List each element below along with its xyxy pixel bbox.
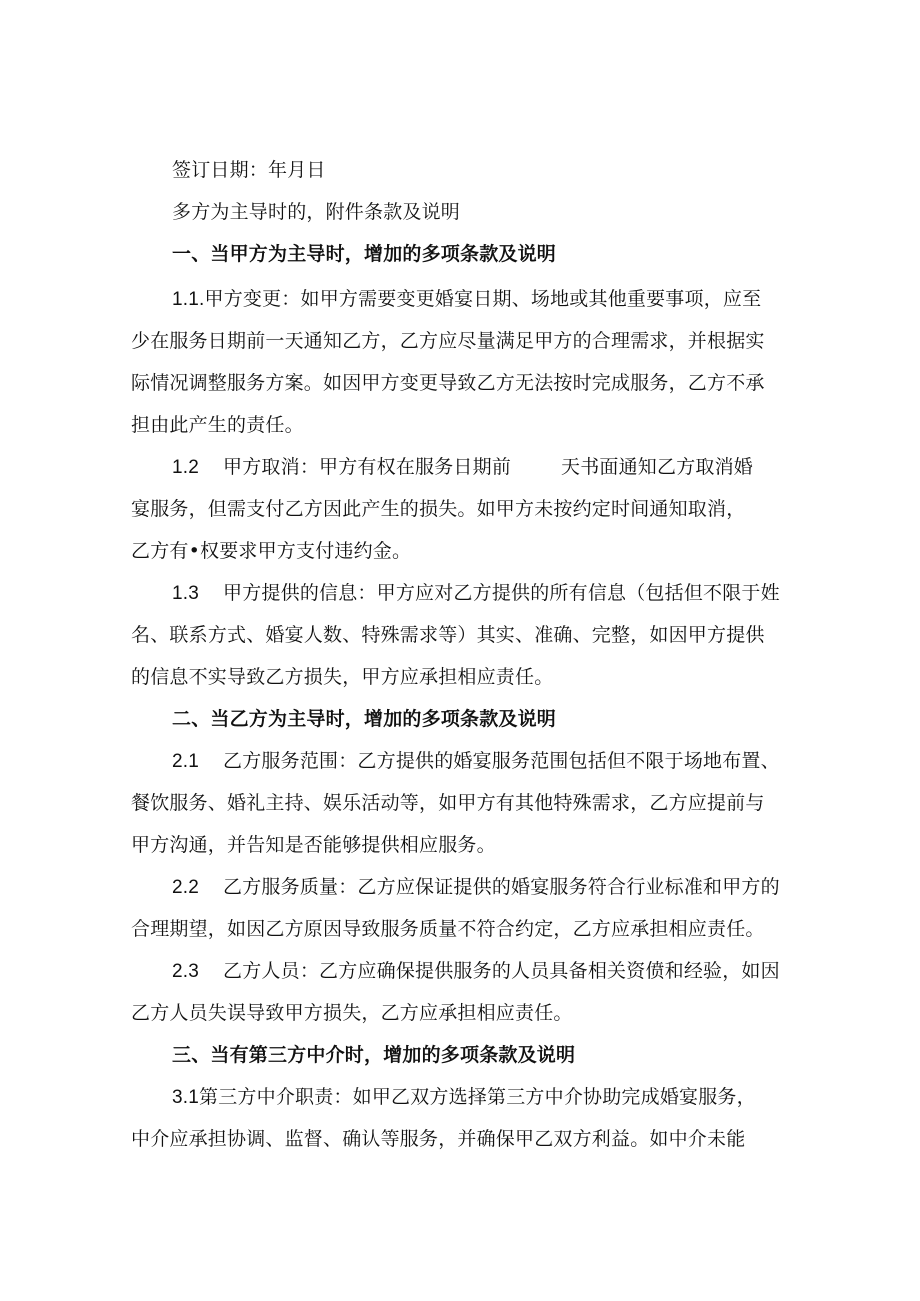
clause-line bbox=[172, 959, 780, 984]
clause-line: 天书面通知乙方取消婚 bbox=[561, 456, 754, 478]
clause-line bbox=[172, 1085, 756, 1110]
section-heading: 三、当有第三方中介时，增加的多项条款及说明 bbox=[172, 1044, 576, 1066]
clause-number: 1.2 bbox=[172, 457, 200, 478]
clause-line: 名、联系方式、婚宴人数、特殊需求等）其实、准确、完整，如因甲方提供 bbox=[131, 624, 765, 646]
clause-line: 宴服务，但需支付乙方因此产生的损失。如甲方未按约定时间通知取消， bbox=[131, 498, 746, 520]
clause-text: 甲方变更：如甲方需要变更婚宴日期、场地或其他重要事项，应至 bbox=[204, 288, 762, 310]
clause-line: 乙方人员失误导致甲方损失，乙方应承担相应责任。 bbox=[131, 1002, 573, 1024]
clause-number: 3.1 bbox=[172, 1087, 200, 1108]
sign-date: 签订日期：年月日 bbox=[172, 159, 326, 181]
section-heading: 一、当甲方为主导时，增加的多项条款及说明 bbox=[172, 243, 557, 265]
clause-line bbox=[172, 581, 780, 606]
clause-line: 乙方有•权要求甲方支付违约金。 bbox=[131, 540, 412, 562]
clause-line bbox=[172, 749, 780, 774]
clause-number: 2.2 bbox=[172, 877, 200, 898]
clause-text: 乙方服务范围：乙方提供的婚宴服务范围包括但不限于场地布置、 bbox=[223, 750, 780, 772]
clause-text: 第三方中介职责：如甲乙双方选择第三方中介协助完成婚宴服务， bbox=[199, 1086, 756, 1108]
clause-text: 乙方服务质量：乙方应保证提供的婚宴服务符合行业标准和甲方的 bbox=[223, 876, 780, 898]
clause-line: 中介应承担协调、监督、确认等服务，并确保甲乙双方利益。如中介未能 bbox=[131, 1128, 746, 1150]
clause-line bbox=[172, 287, 761, 312]
clause-text: 乙方人员：乙方应确保提供服务的人员具备相关资偾和经验，如因 bbox=[223, 960, 780, 982]
clause-number: 2.1 bbox=[172, 751, 200, 772]
clause-line bbox=[172, 875, 780, 900]
clause-line: 甲方沟通，并告知是否能够提供相应服务。 bbox=[131, 834, 496, 856]
clause-number: 1.1. bbox=[172, 289, 205, 310]
clause-number: 1.3 bbox=[172, 583, 200, 604]
section-heading: 二、当乙方为主导时，增加的多项条款及说明 bbox=[172, 708, 557, 730]
intro-line: 多方为主导时的，附件条款及说明 bbox=[172, 201, 461, 223]
clause-line bbox=[172, 455, 511, 480]
clause-line: 的信息不实导致乙方损失，甲方应承担相应责任。 bbox=[131, 666, 554, 688]
clause-line: 餐饮服务、婚礼主持、娱乐活动等，如甲方有其他特殊需求，乙方应提前与 bbox=[131, 792, 765, 814]
clause-number: 2.3 bbox=[172, 961, 200, 982]
clause-text: 甲方提供的信息：甲方应对乙方提供的所有信息（包括但不限于姓 bbox=[223, 582, 780, 604]
clause-line: 际情况调整服务方案。如因甲方变更导致乙方无法按时完成服务，乙方不承 bbox=[131, 372, 765, 394]
clause-text: 甲方取消：甲方有权在服务日期前 bbox=[223, 456, 512, 478]
clause-line: 合理期望，如因乙方原因导致服务质量不符合约定，乙方应承担相应责任。 bbox=[131, 918, 765, 940]
clause-line: 少在服务日期前一天通知乙方，乙方应尽量满足甲方的合理需求，并根据实 bbox=[131, 330, 765, 352]
clause-line: 担由此产生的责任。 bbox=[131, 414, 304, 436]
